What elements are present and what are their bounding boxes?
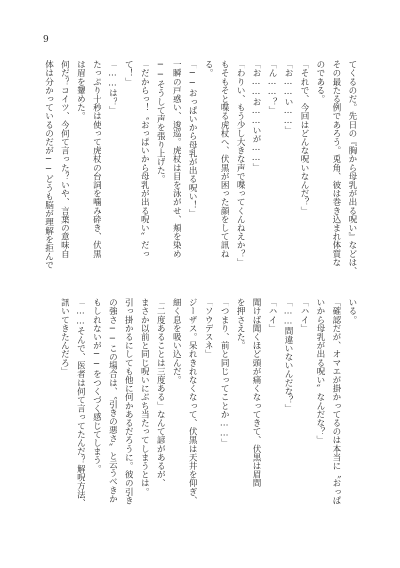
text-line: まさか以前と同じ呪いにぶち当たってしまうとは。 [139,298,150,496]
text-line: 何だ？コイツ、今何て言った？いや、言葉の意味自 [59,60,70,258]
text-line: 「だからっ！〝おっぱいから母乳が出る呪い〟だっ [139,60,150,258]
text-line: 「つまり、前と同じってことか……」 [219,298,230,447]
text-line: 「……そんで、医者は何て言ってたんだ？解呪方法、 [75,298,86,508]
text-line: もしれないが──をつくづく感じてしまう。 [91,298,102,473]
text-line: 「確認だが、オマエが掛かってるのは本当に〝おっぱ [330,298,341,505]
text-line: 「──おっぱいから母乳が出る呪い！」 [187,60,198,218]
text-line: 「……間違いないんだな？」 [283,298,294,413]
text-line: 体は分かっているのだが──どうも脳が理解を拒んで [43,60,54,270]
text-line: の強さ──この場合は、〝引きの悪さ〟と云うべきか [107,298,118,503]
text-line: たっぷり十秒は使って虎杖の台詞を噛み砕き、伏黒 [91,60,102,258]
text-line: 細く息を吸い込んだ。 [171,298,182,384]
text-line: 聞けば聞くほど頭が痛くなってきて、伏黒は眉間 [251,298,262,488]
text-line: は眉を顰めた。 [75,60,86,121]
text-line: 引っ掛かるにしても他に何かあるだろうに。彼の引き [123,298,134,505]
text-line: てくるのだ。先日の『胸から母乳が出る呪い』などは、 [346,60,357,275]
text-line: る。 [203,60,214,78]
text-line: 「ハイ」 [267,298,278,333]
text-line: 「……は？」 [107,60,118,115]
text-line: いから母乳が出る呪い〟なんだな？」 [314,298,325,445]
text-line [42,298,54,530]
text-line: その最たる例であろう。兎角、彼は巻き込まれ体質な [330,60,341,267]
page-number: 9 [43,35,49,45]
text-line: のである。 [314,60,325,103]
text-line: ──そうして声を張り上げた。 [155,60,166,184]
text-line: 「二度あることは三度ある」なんて諺があるが、 [155,298,166,488]
text-line: いる。 [346,298,357,324]
text-line: もそもそと喋る虎杖へ、伏黒が困った顔をして訊ね [219,60,230,258]
text-line: 「ソウデスネ」 [203,298,214,359]
text-line: 一瞬の戸惑い、逡巡。虎杖は目を泳がせ、頬を染め [171,60,182,258]
text-line: 「ん……？」 [267,60,278,115]
upper-text-block [42,60,357,292]
text-line: 「ハイ」 [299,298,309,333]
text-line: 訊いてきたんだろ」 [59,298,70,376]
text-line: 「お……い……」 [283,60,294,135]
text-line: 「わりい、もう少し大きな声で喋ってくんねえか？」 [235,60,246,267]
text-line: 「お……お……いが……」 [251,60,262,172]
text-line: を押さえた。 [235,298,246,350]
text-line: 「それで、今回はどんな呪いなんだ？」 [299,60,309,215]
lower-text-block [42,298,357,530]
text-line: ジーザス。呆れきれなくなって、伏黒は天井を仰ぎ、 [187,298,198,505]
text-line: て！」 [123,60,134,86]
